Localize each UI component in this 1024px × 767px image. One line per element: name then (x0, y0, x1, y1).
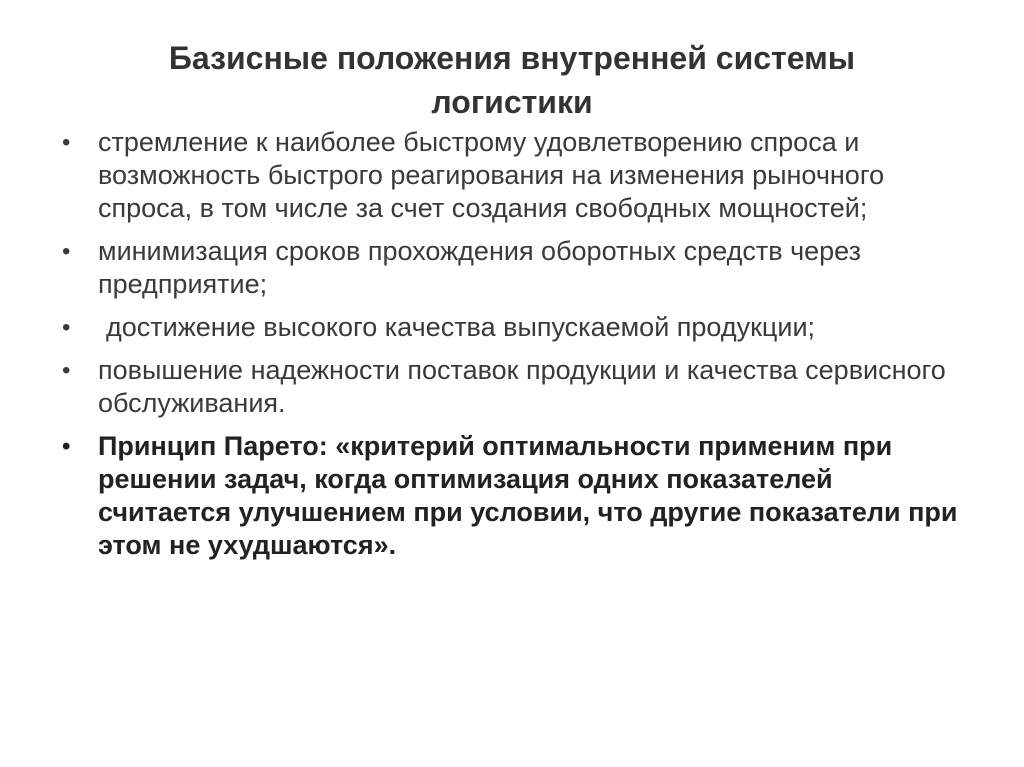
bullet-marker: • (62, 129, 71, 156)
bullet-marker: • (62, 433, 71, 460)
bullet-marker: • (62, 314, 71, 341)
bullet-text: достижение высокого качества выпускаемой продукции; (106, 312, 816, 342)
bullet-text: стремление к наиболее быстрому удовлетворению спроса и возможность быстрого реагирования на изменения рыночного спроса, в том числе за счет создания свободных мощностей; (98, 127, 885, 223)
bullet-marker: • (62, 238, 71, 265)
bullet-item (60, 235, 970, 301)
bullet-list (60, 126, 970, 572)
bullet-text: повышение надежности поставок продукции и качества сервисного обслуживания. (98, 355, 946, 418)
bullet-item (60, 126, 970, 225)
bullet-marker: • (62, 357, 71, 384)
bullet-text-pareto: Принцип Парето: «критерий оптимальности применим при решении задач, когда оптимизация одних показателей считается улучшением при условии, что другие показатели при этом не ухудшаются». (98, 431, 958, 560)
bullet-item-pareto (60, 430, 970, 562)
slide-title-line-1: Базисные положения внутренней системы (168, 40, 856, 76)
bullet-item (60, 354, 970, 420)
bullet-text: минимизация сроков прохождения оборотных средств через предприятие; (98, 236, 861, 299)
bullet-item (60, 311, 970, 344)
slide-title (0, 36, 1024, 124)
slide-title-line-2: логистики (431, 84, 593, 120)
